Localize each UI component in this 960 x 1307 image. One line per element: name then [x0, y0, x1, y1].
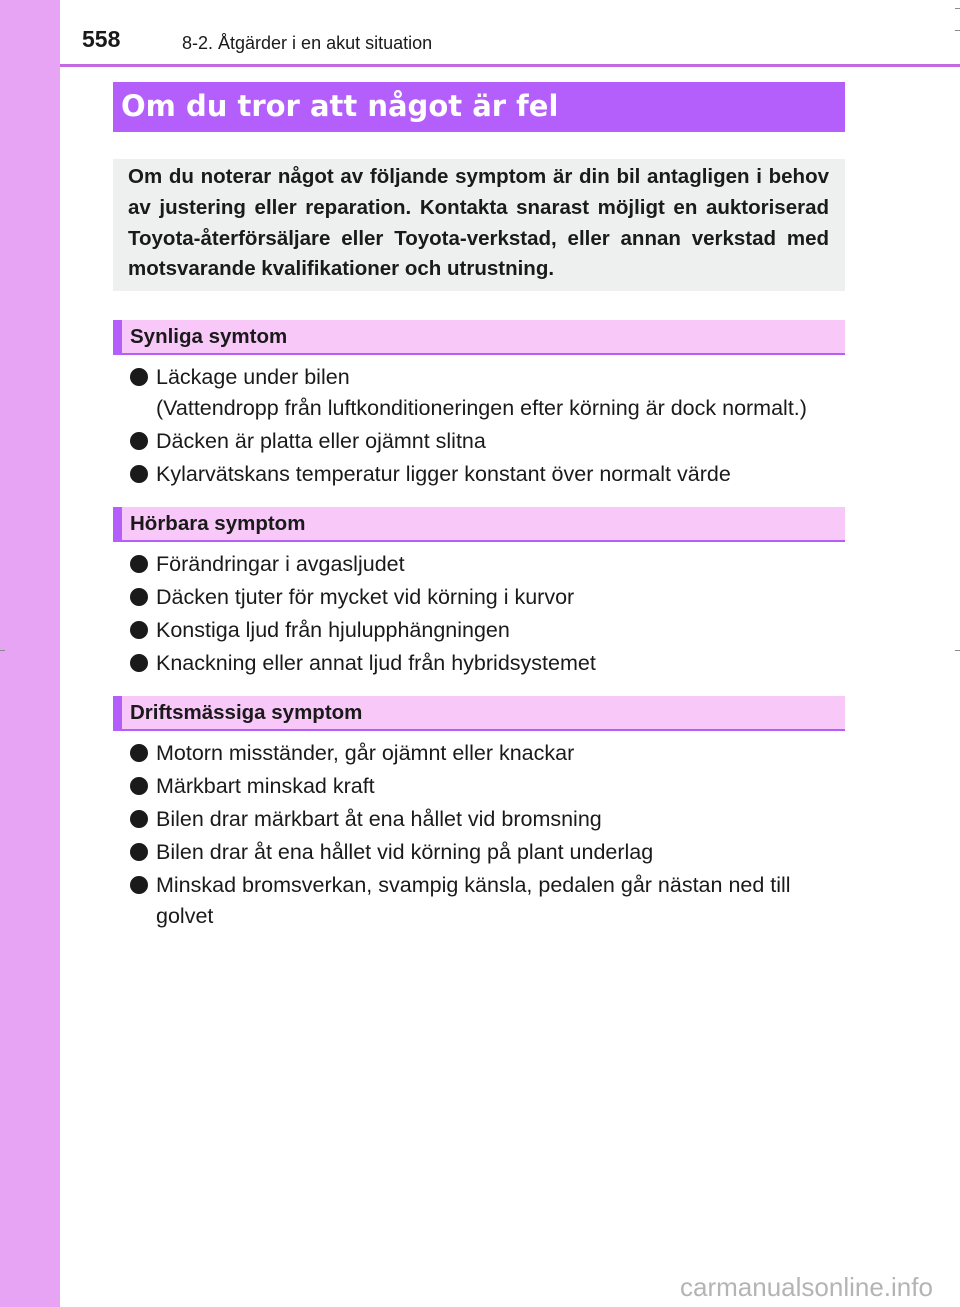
left-margin-band: [0, 0, 60, 1307]
bullet-icon: [130, 588, 148, 606]
list-item-text: Bilen drar åt ena hållet vid körning på plant underlag: [156, 840, 654, 864]
list-item: [128, 426, 848, 457]
bullet-icon: [130, 432, 148, 450]
list-item-text: Förändringar i avgasljudet: [156, 552, 405, 576]
bullet-icon: [130, 810, 148, 828]
section-audible-symptoms: [113, 507, 845, 542]
crop-mark-mid-left: [0, 650, 5, 651]
chapter-title: 8-2. Åtgärder i en akut situation: [182, 33, 433, 53]
list-item: [128, 870, 848, 931]
watermark-link[interactable]: carmanualsonline.info: [680, 1272, 933, 1302]
bullet-icon: [130, 465, 148, 483]
section-title: Driftsmässiga symptom: [130, 701, 363, 724]
list-item: [128, 459, 848, 490]
visible-symptoms-list: [128, 362, 848, 492]
crop-mark-top: [955, 8, 960, 9]
section-title: Synliga symtom: [130, 325, 288, 348]
list-item-text: Konstiga ljud från hjulupphängningen: [156, 618, 510, 642]
list-item: [128, 615, 848, 646]
list-item-note: (Vattendropp från luftkonditioneringen efter körning är dock normalt.): [156, 395, 807, 420]
list-item: [128, 771, 848, 802]
bullet-icon: [130, 555, 148, 573]
list-item-text-continued: golvet: [156, 903, 214, 928]
bullet-icon: [130, 777, 148, 795]
list-item: [128, 837, 848, 868]
list-item: [128, 738, 848, 769]
bullet-icon: [130, 654, 148, 672]
intro-text: Om du noterar något av följande symptom är din bil antagligen i behov av justering eller reparation. Kontakta snarast möjligt en auktoriserad Toyota-återförsäljare eller Toyota-verkstad, eller annan verkstad med motsvarande kvalifikationer och utrustning.: [128, 165, 829, 281]
list-item: [128, 582, 848, 613]
list-item-text: Minskad bromsverkan, svampig känsla, pedalen går nästan ned till: [156, 873, 791, 897]
list-item-text: Knackning eller annat ljud från hybridsystemet: [156, 651, 596, 675]
page-number: 558: [82, 26, 121, 52]
list-item: [128, 362, 848, 423]
list-item: [128, 804, 848, 835]
list-item-text: Märkbart minskad kraft: [156, 774, 375, 798]
bullet-icon: [130, 744, 148, 762]
crop-mark-mid-right: [955, 650, 960, 651]
list-item: [128, 648, 848, 679]
main-title-bar: [113, 82, 845, 132]
list-item-text: Bilen drar märkbart åt ena hållet vid bromsning: [156, 807, 602, 831]
intro-box: [113, 159, 845, 291]
list-item: [128, 549, 848, 580]
main-title: Om du tror att något är fel: [121, 89, 559, 123]
operational-symptoms-list: [128, 738, 848, 934]
list-item-text: Motorn misständer, går ojämnt eller knackar: [156, 741, 575, 765]
list-item-text: Läckage under bilen: [156, 365, 350, 389]
bullet-icon: [130, 876, 148, 894]
crop-mark-top-right: [955, 30, 960, 31]
list-item-text: Kylarvätskans temperatur ligger konstant över normalt värde: [156, 461, 731, 486]
bullet-icon: [130, 843, 148, 861]
audible-symptoms-list: [128, 549, 848, 681]
list-item-text: Däcken tjuter för mycket vid körning i kurvor: [156, 585, 575, 609]
section-title: Hörbara symptom: [130, 512, 306, 535]
section-operational-symptoms: [113, 696, 845, 731]
list-item-text: Däcken är platta eller ojämnt slitna: [156, 428, 486, 453]
bullet-icon: [130, 621, 148, 639]
header-rule: [60, 64, 960, 67]
section-visible-symptoms: [113, 320, 845, 355]
bullet-icon: [130, 368, 148, 386]
